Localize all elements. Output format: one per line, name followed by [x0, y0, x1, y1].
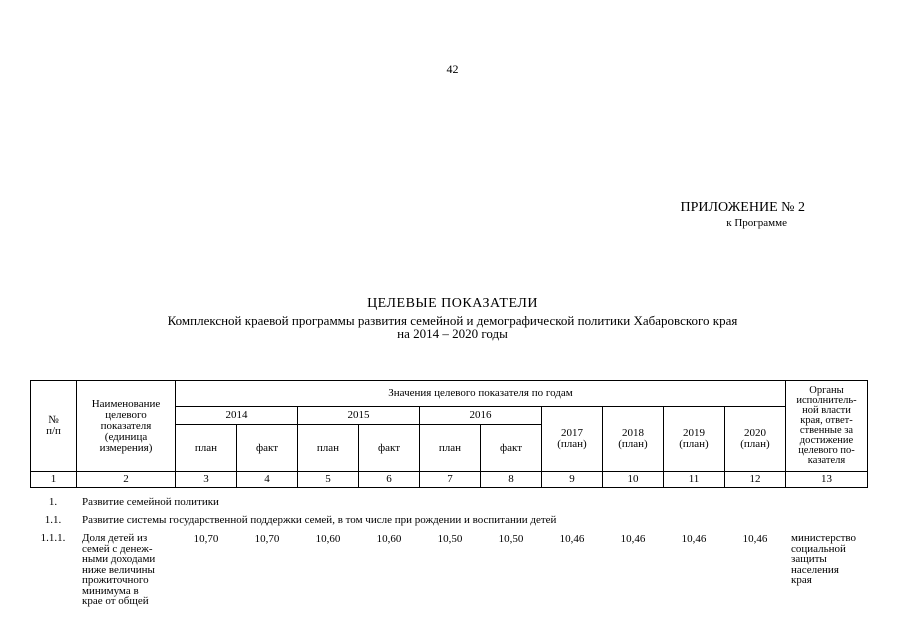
header-year-2015: 2015: [298, 407, 420, 425]
value-2014-fact: 10,70: [254, 533, 280, 545]
row-number: 1.1.: [44, 514, 62, 526]
row-number: 1.: [48, 496, 58, 508]
column-number: 6: [359, 472, 420, 488]
value-2019-plan: 10,46: [681, 533, 707, 545]
column-number: 12: [725, 472, 786, 488]
column-number: 7: [420, 472, 481, 488]
header-year-2014: 2014: [176, 407, 298, 425]
column-number: 8: [481, 472, 542, 488]
column-number: 1: [31, 472, 77, 488]
responsible-authority: министерство социальной защиты населения края: [791, 532, 857, 586]
header-responsible-authority: Органы исполнитель- ной власти края, ответ- ственные за достижение целевого по- казателя: [786, 381, 868, 472]
column-number: 3: [176, 472, 237, 488]
column-number: 11: [664, 472, 725, 488]
value-2020-plan: 10,46: [742, 533, 768, 545]
column-number: 2: [77, 472, 176, 488]
value-2016-fact: 10,50: [498, 533, 524, 545]
header-number: № п/п: [31, 381, 77, 472]
appendix-subtitle: к Программе: [726, 217, 787, 229]
column-number: 9: [542, 472, 603, 488]
column-number: 5: [298, 472, 359, 488]
subsection-title: Развитие системы государственной поддержки семей, в том числе при рождении и воспитании детей: [82, 514, 557, 526]
value-2017-plan: 10,46: [559, 533, 585, 545]
header-fact-2014: факт: [237, 425, 298, 472]
document-subtitle: [0, 314, 905, 340]
header-plan-2014: план: [176, 425, 237, 472]
subtitle-line-1: Комплексной краевой программы развития семейной и демографической политики Хабаровского края: [167, 313, 738, 328]
value-2016-plan: 10,50: [437, 533, 463, 545]
header-values-by-year: Значения целевого показателя по годам: [176, 381, 786, 407]
page-number: 42: [446, 62, 459, 76]
column-number: 4: [237, 472, 298, 488]
value-2018-plan: 10,46: [620, 533, 646, 545]
document-title: ЦЕЛЕВЫЕ ПОКАЗАТЕЛИ: [367, 296, 538, 311]
header-indicator-name: Наименование целевого показателя (единица измерения): [77, 381, 176, 472]
header-plan-2016: план: [420, 425, 481, 472]
subtitle-line-2: на 2014 – 2020 годы: [397, 326, 508, 341]
value-2015-fact: 10,60: [376, 533, 402, 545]
value-2015-plan: 10,60: [315, 533, 341, 545]
indicator-name: Доля детей из семей с денеж- ными доходами ниже величины прожиточного минимума в крае от общей: [82, 532, 156, 607]
header-year-2018: 2018 (план): [603, 407, 664, 472]
column-number: 10: [603, 472, 664, 488]
header-year-2020: 2020 (план): [725, 407, 786, 472]
indicator-number: 1.1.1.: [40, 532, 66, 544]
indicators-table-header: [30, 380, 868, 488]
header-plan-2015: план: [298, 425, 359, 472]
header-fact-2015: факт: [359, 425, 420, 472]
header-fact-2016: факт: [481, 425, 542, 472]
header-year-2016: 2016: [420, 407, 542, 425]
appendix-title: ПРИЛОЖЕНИЕ № 2: [680, 200, 805, 215]
section-title: Развитие семейной политики: [82, 496, 219, 508]
header-year-2019: 2019 (план): [664, 407, 725, 472]
column-number: 13: [786, 472, 868, 488]
header-year-2017: 2017 (план): [542, 407, 603, 472]
value-2014-plan: 10,70: [193, 533, 219, 545]
